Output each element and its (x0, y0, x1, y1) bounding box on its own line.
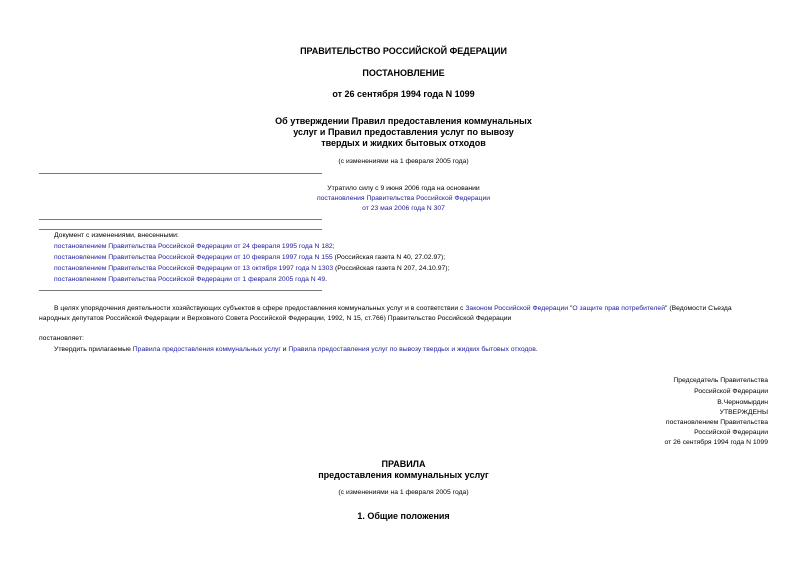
amendment-link[interactable]: постановлением Правительства Российской Федерации от 1 февраля 2005 года N 49 (54, 276, 326, 283)
amendment-link[interactable]: постановлением Правительства Российской Федерации от 13 октября 1997 года N 1303 (54, 265, 334, 272)
amendment-item (54, 243, 335, 250)
amendment-tail: ; (332, 243, 335, 250)
amended-note: (с изменениями на 1 февраля 2005 года) (338, 158, 469, 165)
divider (39, 219, 322, 220)
amendments-intro: Документ с изменениями, внесенными: (54, 232, 179, 239)
decrees-word: постановляет: (39, 335, 84, 342)
preamble-text: " (Ведомости Съезда (665, 305, 732, 312)
document-title-line-2: услуг и Правил предоставления услуг по вывозу (293, 127, 514, 137)
document-type: ПОСТАНОВЛЕНИЕ (362, 68, 445, 78)
document-date-number: от 26 сентября 1994 года N 1099 (332, 89, 475, 99)
approve-paragraph (54, 346, 538, 353)
expired-decree-link-date[interactable]: от 23 мая 2006 года N 307 (362, 205, 445, 212)
approval-line: УТВЕРЖДЕНЫ (719, 409, 768, 416)
preamble-text: В целях упорядочения деятельности хозяйствующих субъектов в сфере предоставления коммунальных услуг и в соответствии с (54, 305, 466, 312)
amendment-item (54, 265, 449, 272)
approval-line: постановлением Правительства (665, 419, 768, 426)
amendment-item (54, 276, 327, 283)
divider (39, 229, 322, 230)
approve-text: . (535, 346, 538, 353)
consumer-rights-link[interactable]: О защите прав потребителей (572, 305, 666, 312)
amendment-link[interactable]: постановлением Правительства Российской Федерации от 24 февраля 1995 года N 182 (54, 243, 333, 250)
rules-subtitle: предоставления коммунальных услуг (318, 470, 489, 480)
approve-text: Утвердить прилагаемые (54, 346, 133, 353)
preamble-text: " (568, 305, 573, 312)
amendment-tail: . (325, 276, 327, 283)
rules-title: ПРАВИЛА (381, 459, 426, 469)
preamble-line-1 (54, 305, 732, 312)
signature-line: Российской Федерации (694, 388, 768, 395)
amendment-tail: (Российская газета N 40, 27.02.97); (332, 254, 446, 261)
section-heading: 1. Общие положения (357, 511, 450, 521)
document-title-line-3: твердых и жидких бытовых отходов (321, 138, 486, 148)
signature-line: Председатель Правительства (673, 377, 768, 384)
rules-amended-note: (с изменениями на 1 февраля 2005 года) (338, 489, 469, 496)
waste-rules-link[interactable]: Правила предоставления услуг по вывозу твердых и жидких бытовых отходов (288, 346, 536, 353)
communal-rules-link[interactable]: Правила предоставления коммунальных услуг (132, 346, 281, 353)
preamble-line-2: народных депутатов Российской Федерации и Верховного Совета Российской Федерации, 1992, N 15, ст.766) Правительство Российской Федерации (39, 315, 512, 322)
law-link[interactable]: Законом Российской Федерации (465, 305, 569, 312)
amendment-link[interactable]: постановлением Правительства Российской Федерации от 10 февраля 1997 года N 155 (54, 254, 333, 261)
document-title-line-1: Об утверждении Правил предоставления коммунальных (275, 116, 532, 126)
approval-line: Российской Федерации (694, 429, 768, 436)
amendment-tail: (Российская газета N 207, 24.10.97); (333, 265, 450, 272)
expired-notice: Утратило силу с 9 июня 2006 года на основании (327, 185, 480, 192)
expired-decree-link[interactable]: постановления Правительства Российской Федерации (316, 195, 491, 202)
government-heading: ПРАВИТЕЛЬСТВО РОССИЙСКОЙ ФЕДЕРАЦИИ (300, 46, 507, 56)
divider (39, 173, 322, 174)
approval-line: от 26 сентября 1994 года N 1099 (664, 439, 768, 446)
amendment-item (54, 254, 445, 261)
approve-text: и (280, 346, 289, 353)
signature-line: В.Черномырдин (717, 399, 768, 406)
divider (39, 290, 322, 291)
